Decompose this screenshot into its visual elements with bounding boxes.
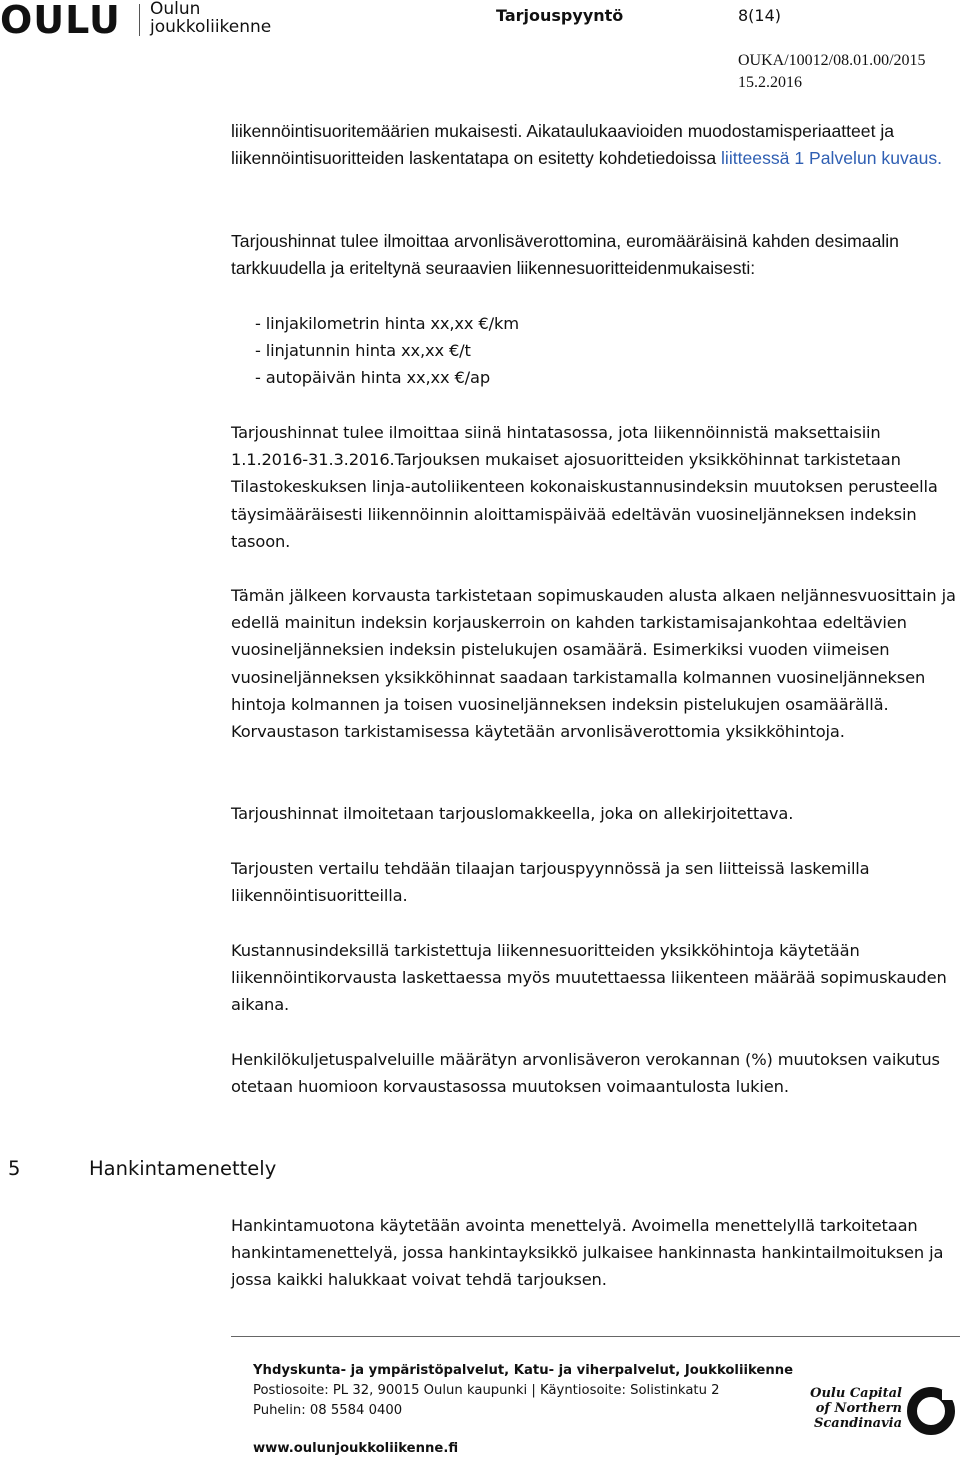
section-number: 5 — [8, 1157, 21, 1180]
paragraph-procurement: Hankintamuotona käytetään avointa menettelyä. Avoimella menettelyllä tarkoitetaan hankintamenettelyä, jossa hankintayksikkö julkaisee hankinnasta hankintailmoituksen ja jossa kaikki halukkaat voivat tehdä tarjouksen. — [231, 1216, 944, 1290]
page-number: 8(14) — [738, 6, 782, 25]
logo-sub-line2: joukkoliikenne — [150, 17, 272, 37]
capital-line3: Scandinavia — [814, 1416, 902, 1431]
list-item: - linjatunnin hinta xx,xx €/t — [255, 341, 471, 361]
document-date: 15.2.2016 — [738, 74, 802, 91]
paragraph-tender-form: Tarjoushinnat ilmoitetaan tarjouslomakkeella, joka on allekirjoitettava. — [231, 804, 794, 823]
capital-line1: Oulu Capital — [810, 1386, 902, 1401]
capital-mark-icon — [906, 1386, 956, 1436]
oulun-joukkoliikenne-logo — [150, 0, 271, 36]
paragraph-cost-index: Kustannusindeksillä tarkistettuja liikennesuoritteiden yksikköhintoja käytetään liikennöintikorvausta laskettaessa myös muutettaessa liikenteen määrää sopimuskauden aikana. — [231, 941, 947, 1015]
page-footer — [253, 1361, 794, 1456]
paragraph-index-review: Tämän jälkeen korvausta tarkistetaan sopimuskauden alusta alkaen neljännesvuosittain ja edellä mainitun indeksin korjauskerroin on kahden tarkistamisajankohtaa edeltävien vuosineljänneksien indeksin pistelukujen osamäärä. Esimerkiksi vuoden viimeisen vuosineljänneksen yksikköhinnat saadaan tarkistamalla kolmannen vuosineljänneksen hintoja kolmannen ja toisen vuosineljänneksen indeksin pistelukujen osamäärällä. Korvaustason tarkistamisessa käytetään arvonlisäverottomia yksikköhintoja. — [231, 586, 956, 742]
capital-line2: of Northern — [815, 1401, 902, 1416]
page-header — [0, 0, 960, 100]
paragraph-price-level: Tarjoushinnat tulee ilmoittaa siinä hintatasossa, jota liikennöinnistä maksettaisiin 1.1.2016-31.3.2016.Tarjouksen mukaiset ajosuoritteiden yksikköhinnat tarkistetaan Tilastokeskuksen linja-autoliikenteen kokonaiskustannusindeksin muutoksen perusteella täysimääräisesti liikennöinnin aloittamispäivää edeltävän vuosineljänneksen indeksin tasoon. — [231, 423, 938, 551]
footer-divider — [231, 1336, 960, 1337]
oulu-capital-logo — [804, 1386, 956, 1438]
document-reference — [738, 50, 926, 94]
paragraph-vat: Henkilökuljetuspalveluille määrätyn arvonlisäveron verokannan (%) muutoksen vaikutus otetaan huomioon korvaustasossa muutoksen voimaantulosta lukien. — [231, 1050, 940, 1097]
list-item: - autopäivän hinta xx,xx €/ap — [255, 368, 491, 388]
paragraph-schedule-text: liikennöintisuoritemäärien mukaisesti. Aikataulukaavioiden muodostamisperiaatteet ja liikennöintisuoritteiden laskentatapa on esitetty kohdetiedoissa — [231, 121, 895, 169]
oulu-logo: OULU — [0, 0, 121, 42]
paragraph-schedule — [231, 118, 960, 172]
logo-sub-line1: Oulun — [150, 0, 201, 19]
document-title: Tarjouspyyntö — [496, 6, 624, 25]
footer-organization: Yhdyskunta- ja ympäristöpalvelut, Katu- ja viherpalvelut, Joukkoliikenne — [253, 1363, 794, 1378]
capital-logo-text — [804, 1386, 902, 1431]
logo-divider — [139, 4, 140, 36]
attachment-link[interactable]: liitteessä 1 Palvelun kuvaus. — [721, 148, 943, 169]
paragraph-pricing: Tarjoushinnat tulee ilmoittaa arvonlisäverottomina, euromääräisinä kahden desimaalin tarkkuudella ja eriteltynä seuraavien liikennesuoritteidenmukaisesti: — [231, 231, 899, 279]
list-item: - linjakilometrin hinta xx,xx €/km — [255, 314, 519, 333]
paragraph-comparison: Tarjousten vertailu tehdään tilaajan tarjouspyynnössä ja sen liitteissä laskemilla liikennöintisuoritteilla. — [231, 859, 870, 906]
footer-phone: Puhelin: 08 5584 0400 — [253, 1403, 403, 1418]
footer-website-link[interactable]: www.oulunjoukkoliikenne.fi — [253, 1441, 459, 1456]
section-title: Hankintamenettely — [89, 1157, 277, 1180]
reference-number: OUKA/10012/08.01.00/2015 — [738, 52, 926, 69]
footer-address: Postiosoite: PL 32, 90015 Oulun kaupunki | Käyntiosoite: Solistinkatu 2 — [253, 1383, 720, 1398]
price-list — [231, 310, 960, 392]
